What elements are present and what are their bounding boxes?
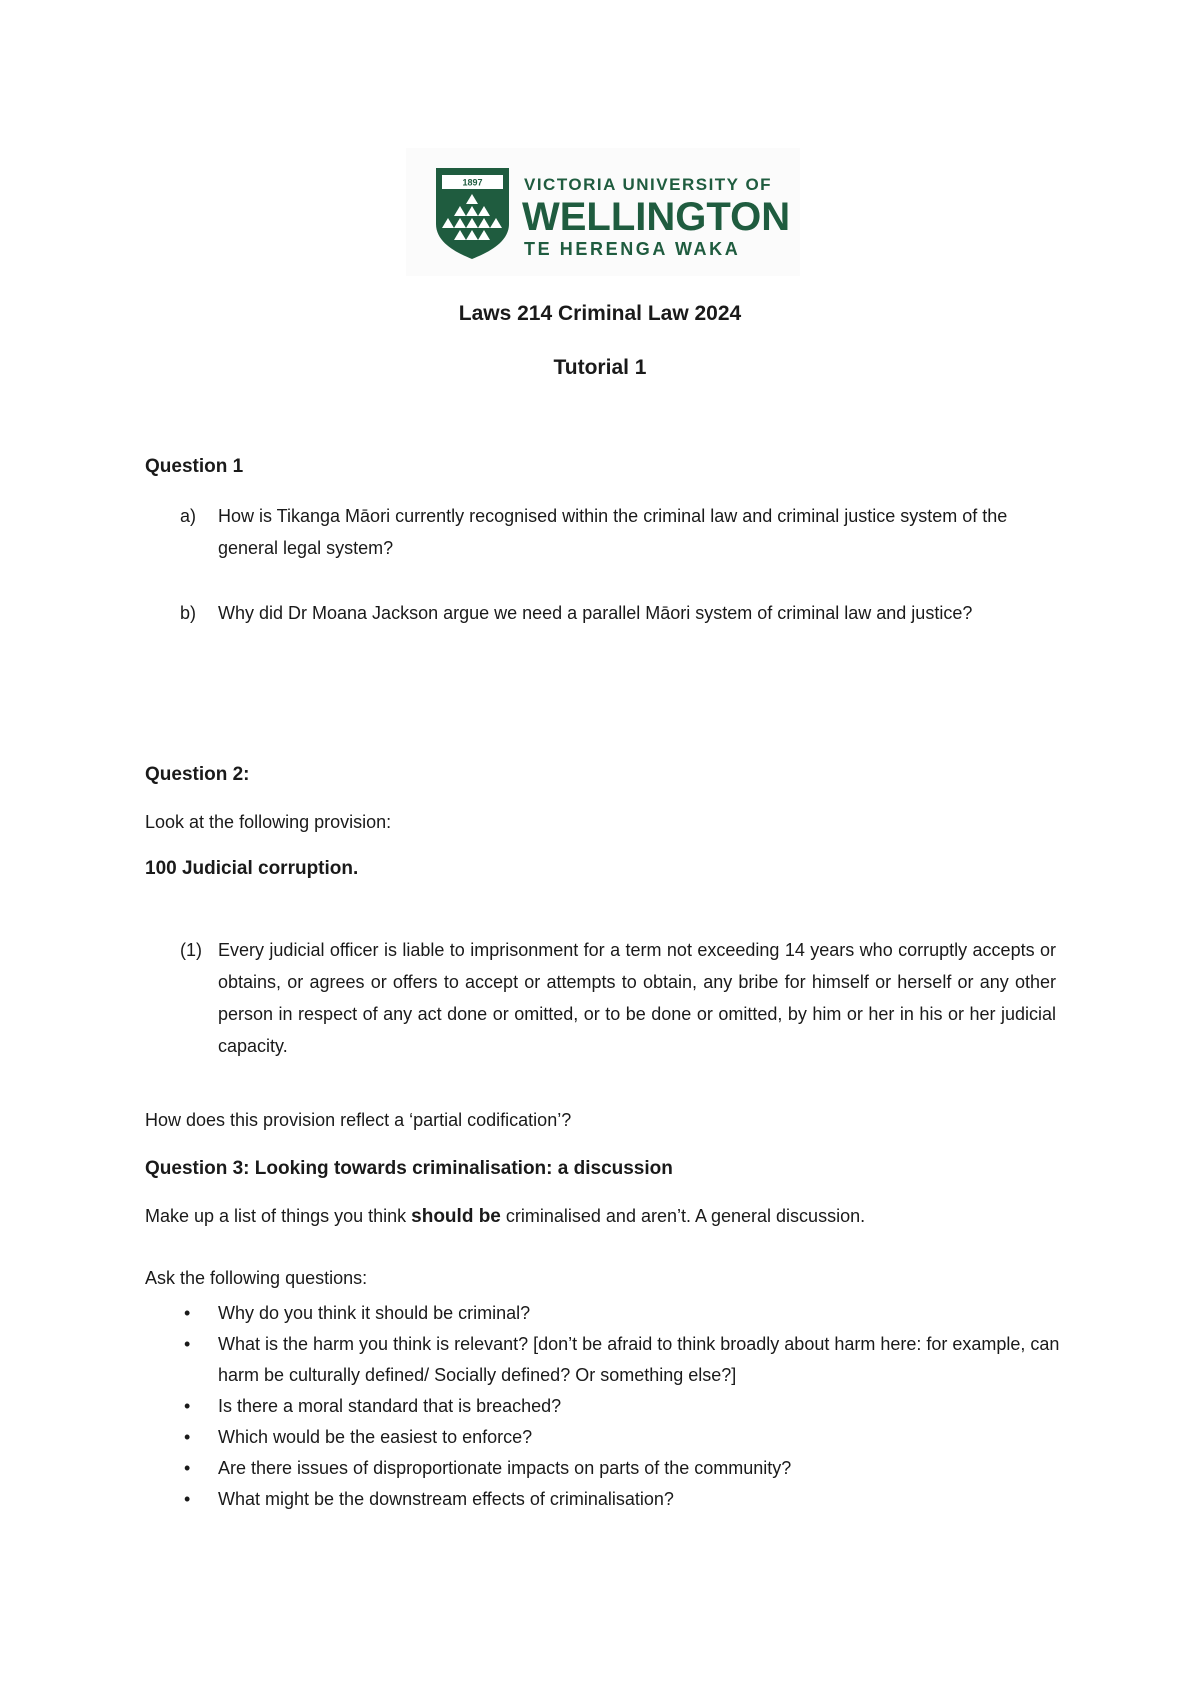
bullet-icon: •	[184, 1489, 191, 1509]
q3-question-list	[180, 1298, 1060, 1515]
list-item-text: Which would be the easiest to enforce?	[218, 1427, 533, 1447]
q1-heading-text: Question 1	[145, 456, 244, 477]
bullet-icon: •	[184, 1427, 191, 1447]
list-item-text: Why do you think it should be criminal?	[218, 1303, 531, 1323]
list-item-text: Are there issues of disproportionate impacts on parts of the community?	[218, 1458, 792, 1478]
q3-ask: Ask the following questions:	[145, 1268, 368, 1288]
q1-item-b	[180, 597, 1060, 629]
q2-intro: Look at the following provision:	[145, 812, 392, 832]
q2-heading: Question 2:	[145, 764, 250, 785]
q2-question: How does this provision reflect a ‘partial codification’?	[145, 1110, 572, 1130]
q3-intro	[145, 1206, 865, 1228]
q1-item-a-marker: a)	[180, 506, 197, 526]
bullet-icon: •	[184, 1396, 191, 1416]
logo-line-2: WELLINGTON	[522, 195, 791, 239]
list-item	[180, 1391, 1060, 1422]
q1-heading	[145, 456, 243, 478]
university-logo-graphic	[406, 148, 800, 276]
list-item-text: What is the harm you think is relevant? [don’t be afraid to think broadly about harm here: for example, can harm be culturally defined/ Socially defined? Or something else?]	[218, 1334, 1060, 1385]
university-logo	[406, 148, 800, 276]
q3-intro-post: criminalised and aren’t. A general discussion.	[500, 1206, 866, 1226]
list-item-text: Is there a moral standard that is breached?	[218, 1396, 562, 1416]
logo-line-1: VICTORIA UNIVERSITY OF	[524, 175, 773, 194]
bullet-icon: •	[184, 1303, 191, 1323]
q2-provision-title: 100 Judicial corruption.	[145, 858, 359, 879]
bullet-icon: •	[184, 1334, 191, 1354]
list-item	[180, 1329, 1060, 1391]
list-item	[180, 1298, 1060, 1329]
q1-item-a-text: How is Tikanga Māori currently recognised within the criminal law and criminal justice system of the general legal system?	[218, 506, 1008, 558]
bullet-icon: •	[184, 1458, 191, 1478]
document-title: Laws 214 Criminal Law 2024	[458, 302, 742, 325]
shield-year: 1897	[462, 177, 483, 188]
list-item	[180, 1422, 1060, 1453]
q1-item-b-marker: b)	[180, 603, 197, 623]
q3-heading: Question 3: Looking towards criminalisation: a discussion	[145, 1158, 673, 1179]
q3-intro-pre: Make up a list of things you think	[145, 1206, 412, 1226]
q2-provision	[180, 934, 1056, 1062]
q1-item-b-text: Why did Dr Moana Jackson argue we need a parallel Māori system of criminal law and justice?	[218, 603, 973, 623]
q2-provision-text: Every judicial officer is liable to imprisonment for a term not exceeding 14 years who corruptly accepts or obtains, or agrees or offers to accept or attempts to obtain, any bribe for himself or herself or any other person in respect of any act done or omitted, or to be done or omitted, by him or her in his or her judicial capacity.	[218, 940, 1056, 1056]
q2-provision-marker: (1)	[180, 940, 202, 960]
list-item	[180, 1484, 1060, 1515]
list-item	[180, 1453, 1060, 1484]
q1-item-a	[180, 500, 1060, 564]
logo-line-3: TE HERENGA WAKA	[524, 239, 741, 259]
q3-intro-bold: should be	[411, 1206, 501, 1227]
list-item-text: What might be the downstream effects of criminalisation?	[218, 1489, 674, 1509]
document-subtitle: Tutorial 1	[553, 356, 647, 379]
